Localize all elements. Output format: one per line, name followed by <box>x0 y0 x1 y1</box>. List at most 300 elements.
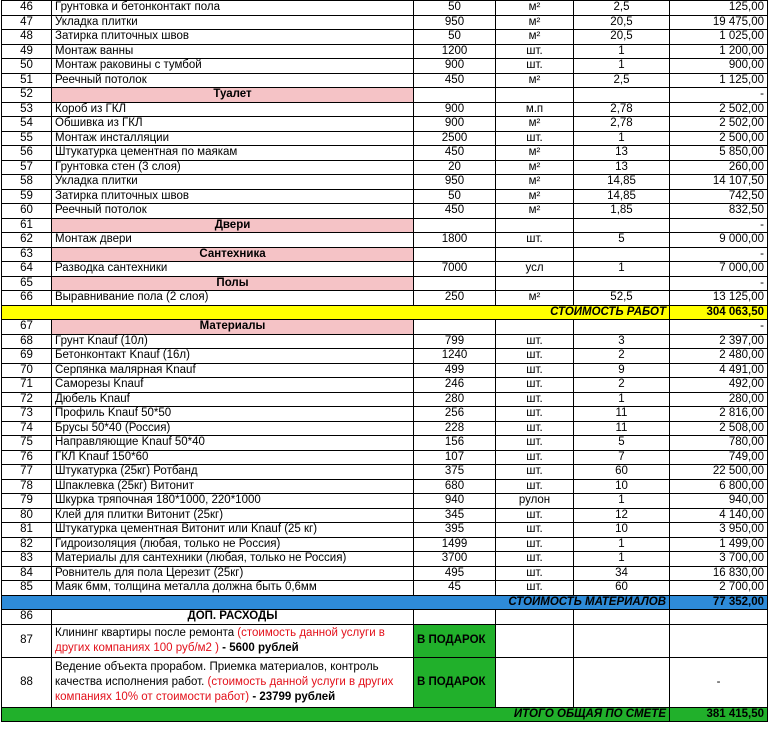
extra-competitor-price: (стоимость данной услуги в других компаниях 100 руб/м2 ) <box>55 626 385 654</box>
item-unit: шт. <box>496 581 574 596</box>
item-unit: шт. <box>496 566 574 581</box>
table-row <box>2 204 768 219</box>
item-qty: 52,5 <box>574 291 670 306</box>
item-name: Затирка плиточных швов <box>52 30 414 45</box>
row-number: 47 <box>2 15 52 30</box>
empty-cell <box>670 610 768 625</box>
row-number: 62 <box>2 233 52 248</box>
item-qty: 13 <box>574 146 670 161</box>
item-sum: 14 107,50 <box>670 175 768 190</box>
item-sum: 4 140,00 <box>670 508 768 523</box>
item-unit: м² <box>496 204 574 219</box>
row-number: 51 <box>2 73 52 88</box>
item-name: Маяк 6мм, толщина металла должна быть 0,6мм <box>52 581 414 596</box>
row-number: 78 <box>2 479 52 494</box>
item-unit: м² <box>496 291 574 306</box>
item-sum: 2 480,00 <box>670 349 768 364</box>
item-name: Туалет <box>52 88 414 103</box>
item-qty: 11 <box>574 421 670 436</box>
table-row <box>2 349 768 364</box>
item-name: Выравнивание пола (2 слоя) <box>52 291 414 306</box>
item-qty: 10 <box>574 523 670 538</box>
item-sum: 7 000,00 <box>670 262 768 277</box>
item-qty: 1 <box>574 131 670 146</box>
item-unit <box>496 320 574 335</box>
item-price: 1200 <box>414 44 496 59</box>
item-name: Шкурка тряпочная 180*1000, 220*1000 <box>52 494 414 509</box>
item-qty: 20,5 <box>574 15 670 30</box>
row-number: 77 <box>2 465 52 480</box>
row-number: 60 <box>2 204 52 219</box>
item-price: 940 <box>414 494 496 509</box>
row-number: 70 <box>2 363 52 378</box>
item-sum: 1 025,00 <box>670 30 768 45</box>
table-row <box>2 15 768 30</box>
item-price: 7000 <box>414 262 496 277</box>
item-unit <box>496 88 574 103</box>
item-qty: 7 <box>574 450 670 465</box>
item-qty: 1 <box>574 537 670 552</box>
item-qty <box>574 247 670 262</box>
item-qty: 2 <box>574 349 670 364</box>
item-price: 345 <box>414 508 496 523</box>
item-price: 280 <box>414 392 496 407</box>
row-number: 56 <box>2 146 52 161</box>
table-row <box>2 523 768 538</box>
item-sum: 2 508,00 <box>670 421 768 436</box>
table-row <box>2 160 768 175</box>
item-qty: 1 <box>574 494 670 509</box>
item-unit: шт. <box>496 436 574 451</box>
item-name: Штукатурка цементная Витонит или Knauf (25 кг) <box>52 523 414 538</box>
section-row <box>2 88 768 103</box>
row-number: 74 <box>2 421 52 436</box>
row-number: 84 <box>2 566 52 581</box>
table-row <box>2 262 768 277</box>
item-sum <box>670 624 768 657</box>
row-number: 69 <box>2 349 52 364</box>
item-name: Обшивка из ГКЛ <box>52 117 414 132</box>
item-sum: 2 502,00 <box>670 102 768 117</box>
table-row <box>2 73 768 88</box>
table-row <box>2 450 768 465</box>
row-number: 57 <box>2 160 52 175</box>
item-name: Грунт Knauf (10л) <box>52 334 414 349</box>
item-sum: 1 125,00 <box>670 73 768 88</box>
item-sum: 492,00 <box>670 378 768 393</box>
row-number: 72 <box>2 392 52 407</box>
item-qty: 60 <box>574 465 670 480</box>
row-number: 49 <box>2 44 52 59</box>
row-number: 75 <box>2 436 52 451</box>
row-number: 50 <box>2 59 52 74</box>
item-unit: шт. <box>496 508 574 523</box>
item-name: Полы <box>52 276 414 291</box>
item-price: 495 <box>414 566 496 581</box>
item-qty: 1 <box>574 392 670 407</box>
item-price: 950 <box>414 175 496 190</box>
item-name: Бетонконтакт Knauf (16л) <box>52 349 414 364</box>
item-qty: 1 <box>574 552 670 567</box>
row-number: 66 <box>2 291 52 306</box>
item-price: 900 <box>414 59 496 74</box>
item-price <box>414 247 496 262</box>
row-number: 64 <box>2 262 52 277</box>
row-number: 82 <box>2 537 52 552</box>
item-unit: шт. <box>496 407 574 422</box>
item-qty: 9 <box>574 363 670 378</box>
item-price: 1499 <box>414 537 496 552</box>
item-sum: 940,00 <box>670 494 768 509</box>
extra-competitor-price: (стоимость данной услуги в других компаниях 10% от стоимости работ) <box>55 675 394 703</box>
item-unit: рулон <box>496 494 574 509</box>
item-price: 680 <box>414 479 496 494</box>
total-row <box>2 305 768 320</box>
item-price: 50 <box>414 189 496 204</box>
item-unit: шт. <box>496 131 574 146</box>
row-number: 61 <box>2 218 52 233</box>
item-price: 450 <box>414 146 496 161</box>
table-row <box>2 334 768 349</box>
item-name: Штукатурка цементная по маякам <box>52 146 414 161</box>
table-row <box>2 378 768 393</box>
item-name: Затирка плиточных швов <box>52 189 414 204</box>
item-sum: 1 499,00 <box>670 537 768 552</box>
table-row <box>2 146 768 161</box>
table-row <box>2 581 768 596</box>
row-number: 52 <box>2 88 52 103</box>
row-number: 86 <box>2 610 52 625</box>
empty-cell <box>574 610 670 625</box>
item-qty <box>574 218 670 233</box>
empty-cell <box>414 610 496 625</box>
item-price: 246 <box>414 378 496 393</box>
item-unit: м.п <box>496 102 574 117</box>
item-sum: 832,50 <box>670 204 768 219</box>
item-price: 2500 <box>414 131 496 146</box>
item-sum: 13 125,00 <box>670 291 768 306</box>
item-sum: 6 800,00 <box>670 479 768 494</box>
item-sum: - <box>670 276 768 291</box>
item-price: 450 <box>414 204 496 219</box>
item-qty: 34 <box>574 566 670 581</box>
row-number: 63 <box>2 247 52 262</box>
row-number: 85 <box>2 581 52 596</box>
item-qty: 5 <box>574 233 670 248</box>
item-qty: 2,78 <box>574 102 670 117</box>
item-qty: 2,5 <box>574 1 670 16</box>
item-price: 20 <box>414 160 496 175</box>
total-label: ИТОГО ОБЩАЯ ПО СМЕТЕ <box>2 707 670 722</box>
extra-value: - 5600 рублей <box>218 641 299 654</box>
item-price: 50 <box>414 1 496 16</box>
table-row <box>2 421 768 436</box>
table-row <box>2 363 768 378</box>
item-qty <box>574 320 670 335</box>
item-name: Разводка сантехники <box>52 262 414 277</box>
item-unit: шт. <box>496 378 574 393</box>
item-price <box>414 276 496 291</box>
item-qty: 14,85 <box>574 175 670 190</box>
item-qty: 1 <box>574 59 670 74</box>
item-price <box>414 320 496 335</box>
item-unit: шт. <box>496 363 574 378</box>
item-name: Направляющие Knauf 50*40 <box>52 436 414 451</box>
row-number: 53 <box>2 102 52 117</box>
item-price: 499 <box>414 363 496 378</box>
item-name: Серпянка малярная Knauf <box>52 363 414 378</box>
table-row <box>2 59 768 74</box>
table-row <box>2 189 768 204</box>
item-name: Грунтовка стен (3 слоя) <box>52 160 414 175</box>
item-qty <box>574 88 670 103</box>
item-sum: 742,50 <box>670 189 768 204</box>
item-unit: шт. <box>496 44 574 59</box>
item-name: Шпаклевка (25кг) Витонит <box>52 479 414 494</box>
extras-title: ДОП. РАСХОДЫ <box>52 610 414 625</box>
item-unit: шт. <box>496 421 574 436</box>
item-sum: 9 000,00 <box>670 233 768 248</box>
item-unit: шт. <box>496 334 574 349</box>
table-row <box>2 537 768 552</box>
item-qty: 2,78 <box>574 117 670 132</box>
extra-text: Ведение объекта прорабом. Приемка материалов, контроль качества исполнения работ. <box>55 660 379 688</box>
item-unit: м² <box>496 146 574 161</box>
item-name: Монтаж раковины с тумбой <box>52 59 414 74</box>
table-row <box>2 494 768 509</box>
item-name: Укладка плитки <box>52 175 414 190</box>
item-unit: шт. <box>496 552 574 567</box>
row-number: 73 <box>2 407 52 422</box>
item-sum: 749,00 <box>670 450 768 465</box>
table-row <box>2 291 768 306</box>
table-row <box>2 465 768 480</box>
item-sum: 1 200,00 <box>670 44 768 59</box>
item-price: 900 <box>414 102 496 117</box>
extra-description <box>52 624 414 657</box>
item-sum: 2 816,00 <box>670 407 768 422</box>
item-price: 450 <box>414 73 496 88</box>
item-unit: шт. <box>496 479 574 494</box>
item-sum: 280,00 <box>670 392 768 407</box>
item-qty: 3 <box>574 334 670 349</box>
item-unit: шт. <box>496 523 574 538</box>
item-price: 107 <box>414 450 496 465</box>
section-row <box>2 218 768 233</box>
row-number: 65 <box>2 276 52 291</box>
item-price: 950 <box>414 15 496 30</box>
row-number: 83 <box>2 552 52 567</box>
table-row <box>2 392 768 407</box>
table-row <box>2 175 768 190</box>
item-unit: шт. <box>496 537 574 552</box>
item-name: Реечный потолок <box>52 73 414 88</box>
item-name: Штукатурка (25кг) Ротбанд <box>52 465 414 480</box>
item-qty: 20,5 <box>574 30 670 45</box>
row-number: 79 <box>2 494 52 509</box>
item-unit: м² <box>496 175 574 190</box>
item-qty: 1 <box>574 44 670 59</box>
item-unit: усл <box>496 262 574 277</box>
item-sum: 2 700,00 <box>670 581 768 596</box>
table-row <box>2 436 768 451</box>
item-unit <box>496 247 574 262</box>
table-row <box>2 552 768 567</box>
item-qty: 5 <box>574 436 670 451</box>
row-number: 88 <box>2 657 52 707</box>
row-number: 68 <box>2 334 52 349</box>
table-row <box>2 131 768 146</box>
item-name: Профиль Knauf 50*50 <box>52 407 414 422</box>
item-name: Саморезы Knauf <box>52 378 414 393</box>
item-name: Монтаж инсталляции <box>52 131 414 146</box>
table-row <box>2 508 768 523</box>
empty-cell <box>496 610 574 625</box>
item-name: Реечный потолок <box>52 204 414 219</box>
row-number: 71 <box>2 378 52 393</box>
item-unit: м² <box>496 117 574 132</box>
item-price: 250 <box>414 291 496 306</box>
grand-row <box>2 707 768 722</box>
item-name: Дюбель Knauf <box>52 392 414 407</box>
item-unit: м² <box>496 15 574 30</box>
item-sum: - <box>670 88 768 103</box>
table-row <box>2 117 768 132</box>
extra-row <box>2 624 768 657</box>
extra-text: Клининг квартиры после ремонта <box>55 626 238 639</box>
total-sum: 77 352,00 <box>670 595 768 610</box>
item-price: 799 <box>414 334 496 349</box>
item-sum: 125,00 <box>670 1 768 16</box>
item-qty: 2 <box>574 378 670 393</box>
table-row <box>2 44 768 59</box>
item-price: 1800 <box>414 233 496 248</box>
row-number: 81 <box>2 523 52 538</box>
item-name: Брусы 50*40 (Россия) <box>52 421 414 436</box>
item-sum: - <box>670 657 768 707</box>
row-number: 76 <box>2 450 52 465</box>
item-name: Сантехника <box>52 247 414 262</box>
item-price: 50 <box>414 30 496 45</box>
item-name: Материалы для сантехники (любая, только не Россия) <box>52 552 414 567</box>
total-mat-row <box>2 595 768 610</box>
extra-description <box>52 657 414 707</box>
row-number: 80 <box>2 508 52 523</box>
item-unit <box>496 218 574 233</box>
item-qty: 1,85 <box>574 204 670 219</box>
item-price: 3700 <box>414 552 496 567</box>
item-price: 900 <box>414 117 496 132</box>
row-number: 58 <box>2 175 52 190</box>
estimate-table <box>1 0 768 722</box>
item-unit: м² <box>496 1 574 16</box>
empty-cell <box>496 624 574 657</box>
item-qty: 13 <box>574 160 670 175</box>
item-name: ГКЛ Knauf 150*60 <box>52 450 414 465</box>
section-row <box>2 247 768 262</box>
total-label: СТОИМОСТЬ МАТЕРИАЛОВ <box>2 595 670 610</box>
item-name: Монтаж ванны <box>52 44 414 59</box>
gift-badge: В ПОДАРОК <box>414 624 496 657</box>
item-unit: шт. <box>496 450 574 465</box>
row-number: 55 <box>2 131 52 146</box>
extra-row <box>2 657 768 707</box>
item-name: Монтаж двери <box>52 233 414 248</box>
item-qty: 1 <box>574 262 670 277</box>
total-sum: 381 415,50 <box>670 707 768 722</box>
item-sum: 5 850,00 <box>670 146 768 161</box>
item-sum: 780,00 <box>670 436 768 451</box>
empty-cell <box>496 657 574 707</box>
item-name: Двери <box>52 218 414 233</box>
item-unit: шт. <box>496 465 574 480</box>
item-qty <box>574 276 670 291</box>
item-price: 228 <box>414 421 496 436</box>
item-qty: 12 <box>574 508 670 523</box>
item-price <box>414 218 496 233</box>
item-unit: м² <box>496 30 574 45</box>
item-sum: - <box>670 247 768 262</box>
total-sum: 304 063,50 <box>670 305 768 320</box>
item-sum: 4 491,00 <box>670 363 768 378</box>
empty-cell <box>574 624 670 657</box>
item-unit <box>496 276 574 291</box>
item-sum: 260,00 <box>670 160 768 175</box>
empty-cell <box>574 657 670 707</box>
item-sum: 2 502,00 <box>670 117 768 132</box>
item-unit: шт. <box>496 392 574 407</box>
item-sum: 19 475,00 <box>670 15 768 30</box>
item-qty: 14,85 <box>574 189 670 204</box>
item-price: 395 <box>414 523 496 538</box>
item-qty: 60 <box>574 581 670 596</box>
item-name: Ровнитель для пола Церезит (25кг) <box>52 566 414 581</box>
item-qty: 10 <box>574 479 670 494</box>
extras-header-row <box>2 610 768 625</box>
row-number: 59 <box>2 189 52 204</box>
item-sum: 3 700,00 <box>670 552 768 567</box>
item-sum: 900,00 <box>670 59 768 74</box>
row-number: 87 <box>2 624 52 657</box>
item-sum: 3 950,00 <box>670 523 768 538</box>
item-price <box>414 88 496 103</box>
table-row <box>2 102 768 117</box>
item-sum: - <box>670 320 768 335</box>
item-name: Материалы <box>52 320 414 335</box>
row-number: 67 <box>2 320 52 335</box>
item-name: Укладка плитки <box>52 15 414 30</box>
table-row <box>2 30 768 45</box>
item-unit: м² <box>496 73 574 88</box>
item-sum: 2 500,00 <box>670 131 768 146</box>
item-price: 156 <box>414 436 496 451</box>
row-number: 54 <box>2 117 52 132</box>
section-row <box>2 320 768 335</box>
item-unit: м² <box>496 160 574 175</box>
extra-value: - 23799 рублей <box>249 690 336 703</box>
gift-badge: В ПОДАРОК <box>414 657 496 707</box>
item-unit: шт. <box>496 233 574 248</box>
table-row <box>2 407 768 422</box>
item-unit: шт. <box>496 349 574 364</box>
table-row <box>2 479 768 494</box>
item-name: Гидроизоляция (любая, только не Россия) <box>52 537 414 552</box>
item-sum: 22 500,00 <box>670 465 768 480</box>
item-sum: - <box>670 218 768 233</box>
row-number: 48 <box>2 30 52 45</box>
item-qty: 2,5 <box>574 73 670 88</box>
table-row <box>2 233 768 248</box>
